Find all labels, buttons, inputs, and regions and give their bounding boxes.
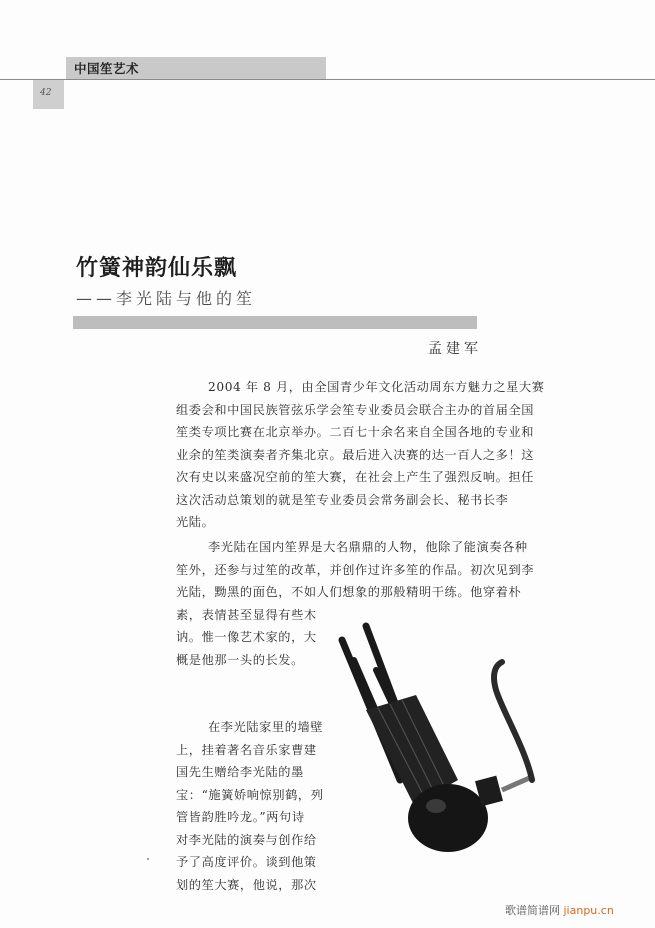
text-line: 笙外，还参与过笙的改革，并创作过许多笙的作品。初次见到李 bbox=[176, 562, 535, 577]
text-line: 在李光陆家里的墙壁 bbox=[208, 720, 324, 734]
text-line: 组委会和中国民族管弦乐学会笙专业委员会联合主办的首届全国 bbox=[176, 402, 535, 417]
text-line: 概是他那一头的长发。 bbox=[176, 652, 304, 667]
watermark bbox=[505, 902, 614, 918]
author: 孟建军 bbox=[428, 341, 482, 357]
paragraph-1 bbox=[176, 376, 586, 534]
header-rule bbox=[0, 79, 655, 80]
page-mark bbox=[147, 858, 149, 860]
text-line: 国先生赠给李光陆的墨 bbox=[176, 765, 304, 779]
text-line: 宝：“施簧娇响惊别鹤，列 bbox=[176, 787, 324, 802]
text-line: 光陆。 bbox=[176, 515, 215, 529]
text-line: 对李光陆的演奏与创作给 bbox=[176, 832, 317, 847]
title-decor-bar bbox=[73, 316, 477, 329]
page-number: 42 bbox=[40, 88, 52, 98]
text-line: 这次活动总策划的就是笙专业委员会常务副会长、秘书长李 bbox=[176, 492, 509, 507]
watermark-text: 歌谱简谱网 bbox=[505, 904, 560, 917]
text-line: 划的笙大赛，他说，那次 bbox=[176, 877, 317, 892]
text-line: 予了高度评价。谈到他策 bbox=[176, 855, 317, 869]
text-line: 管皆韵胜吟龙。”两句诗 bbox=[176, 810, 305, 824]
section-title: 中国笙艺术 bbox=[74, 61, 140, 76]
text-line: 2004 年 8 月，由全国青少年文化活动周东方魅力之星大赛 bbox=[208, 380, 545, 394]
text-line: 笙类专项比赛在北京举办。二百七十余名来自全国各地的专业和 bbox=[176, 425, 535, 439]
article-title: 竹簧神韵仙乐飘 bbox=[76, 256, 238, 281]
article-subtitle: ——李光陆与他的笙 bbox=[76, 289, 257, 308]
paragraph-3 bbox=[176, 716, 336, 896]
text-line: 业余的笙类演奏者齐集北京。最后进入决赛的达一百人之多！这 bbox=[176, 447, 535, 462]
sheng-icon bbox=[330, 600, 560, 860]
text-line: 讷。惟一像艺术家的，大 bbox=[176, 630, 317, 644]
text-line: 上，挂着著名音乐家曹建 bbox=[176, 742, 317, 757]
sheng-instrument-photo bbox=[330, 600, 560, 860]
text-line: 素，表情甚至显得有些木 bbox=[176, 607, 317, 622]
text-line: 李光陆在国内笙界是大名鼎鼎的人物，他除了能演奏各种 bbox=[208, 540, 528, 554]
text-line: 次有史以来盛况空前的笙大赛，在社会上产生了强烈反响。担任 bbox=[176, 470, 535, 484]
text-line: 光陆，黝黑的面色，不如人们想象的那般精明干练。他穿着朴 bbox=[176, 585, 522, 599]
watermark-domain: jianpu.cn bbox=[563, 904, 614, 917]
